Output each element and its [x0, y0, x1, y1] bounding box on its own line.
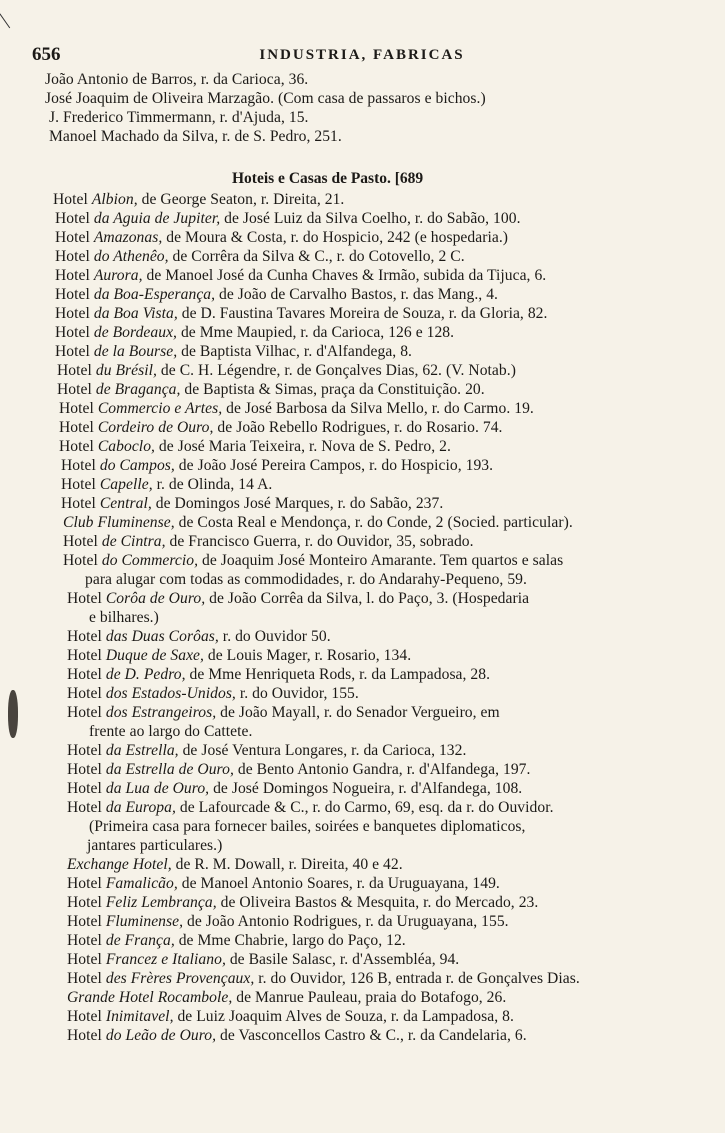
- entry-continuation: [45, 722, 675, 741]
- section-number: [689: [394, 170, 424, 187]
- hotel-entry: [45, 494, 675, 513]
- hotel-entry: [45, 513, 675, 532]
- hotel-name: de Bragança,: [95, 381, 181, 398]
- entry-prefix: Hotel: [55, 210, 94, 227]
- hotel-name: da Lua de Ouro,: [105, 780, 210, 797]
- ink-smudge: [8, 690, 18, 738]
- entry-details: de José Barbosa da Silva Mello, r. do Carmo. 19.: [222, 400, 534, 417]
- hotel-name: do Leão de Ouro,: [105, 1027, 217, 1044]
- hotel-name: Aurora,: [93, 267, 143, 284]
- entry-prefix: Hotel: [67, 970, 106, 987]
- entry-details: de Joaquim José Monteiro Amarante. Tem quartos e salas: [198, 552, 564, 569]
- entry-details: de Baptista Vilhac, r. d'Alfandega, 8.: [177, 343, 413, 360]
- entry-details: de João Antonio Rodrigues, r. da Uruguayana, 155.: [183, 913, 509, 930]
- entry-prefix: Hotel: [67, 685, 106, 702]
- entry-prefix: Hotel: [67, 951, 106, 968]
- hotel-entry: [45, 380, 675, 399]
- hotel-name: de França,: [105, 932, 175, 949]
- entry-continuation: [45, 817, 675, 836]
- hotel-entry: [45, 304, 675, 323]
- hotel-entry: [45, 760, 675, 779]
- hotel-entry: [45, 551, 675, 570]
- hotel-entry: [45, 798, 675, 817]
- entry-prefix: Hotel: [67, 1027, 106, 1044]
- hotel-name: da Estrella de Ouro,: [105, 761, 234, 778]
- hotel-name: Inimitavel,: [105, 1008, 174, 1025]
- hotel-name: Exchange Hotel,: [67, 856, 172, 873]
- entry-prefix: Hotel: [67, 647, 106, 664]
- hotel-entry: [45, 361, 675, 380]
- entry-continuation: [45, 608, 675, 627]
- hotel-name: Feliz Lembrança,: [105, 894, 217, 911]
- hotel-name: Caboclo,: [97, 438, 155, 455]
- entry-prefix: Hotel: [61, 457, 100, 474]
- entry-prefix: Hotel: [55, 324, 94, 341]
- hotel-entry: [45, 627, 675, 646]
- hotel-entry: [45, 703, 675, 722]
- page-header: [32, 44, 692, 70]
- entry-details: de José Maria Teixeira, r. Nova de S. Pedro, 2.: [154, 438, 451, 455]
- hotel-entry: [45, 969, 675, 988]
- entry-prefix: Hotel: [67, 780, 106, 797]
- entry-prefix: frente ao largo do Cattete.: [89, 723, 253, 740]
- entry-details: de Luiz Joaquim Alves de Souza, r. da Lampadosa, 8.: [173, 1008, 514, 1025]
- entry-prefix: Hotel: [67, 666, 106, 683]
- hotel-name: das Duas Corôas,: [105, 628, 219, 645]
- entry-prefix: Hotel: [67, 875, 106, 892]
- hotel-name: de Bordeaux,: [93, 324, 178, 341]
- entry-prefix: Hotel: [67, 894, 106, 911]
- entry-prefix: Hotel: [67, 590, 106, 607]
- hotel-entry: [45, 646, 675, 665]
- entry-details: r. de Olinda, 14 A.: [152, 476, 273, 493]
- entry-prefix: (Primeira casa para fornecer bailes, soirées e banquetes diplomaticos,: [89, 818, 526, 835]
- hotel-entry: [45, 418, 675, 437]
- hotel-entry: [45, 855, 675, 874]
- hotel-entry: [45, 190, 675, 209]
- hotel-name: Famalicão,: [105, 875, 178, 892]
- entry-details: de Costa Real e Mendonça, r. do Conde, 2 (Socied. particular).: [174, 514, 573, 531]
- entry-details: de George Seaton, r. Direita, 21.: [137, 191, 345, 208]
- hotel-entry: [45, 209, 675, 228]
- entry-prefix: Hotel: [59, 400, 98, 417]
- entry-prefix: Hotel: [59, 419, 98, 436]
- entry-prefix: Hotel: [57, 362, 96, 379]
- hotel-name: dos Estrangeiros,: [105, 704, 217, 721]
- entry-details: de Vasconcellos Castro & C., r. da Candelaria, 6.: [216, 1027, 527, 1044]
- hotel-entry: [45, 475, 675, 494]
- entry-details: de Oliveira Bastos & Mesquita, r. do Mercado, 23.: [216, 894, 539, 911]
- hotel-name: Capelle,: [99, 476, 153, 493]
- entry-prefix: Hotel: [67, 761, 106, 778]
- entry-details: de Basile Salasc, r. d'Assembléa, 94.: [225, 951, 460, 968]
- entry-details: de João Mayall, r. do Senador Vergueiro, em: [216, 704, 500, 721]
- entry-continuation: [45, 570, 675, 589]
- hotel-entry: [45, 665, 675, 684]
- intro-line: Manoel Machado da Silva, r. de S. Pedro, 251.: [49, 128, 342, 145]
- hotel-entry: [45, 342, 675, 361]
- hotel-name: do Athenêo,: [93, 248, 169, 265]
- entry-prefix: Hotel: [67, 932, 106, 949]
- entry-prefix: Hotel: [53, 191, 92, 208]
- entry-prefix: e bilhares.): [89, 609, 159, 626]
- entry-details: de Bento Antonio Gandra, r. d'Alfandega, 197.: [233, 761, 531, 778]
- hotel-entry: [45, 247, 675, 266]
- entry-prefix: jantares particulares.): [87, 837, 223, 854]
- hotel-entry: [45, 931, 675, 950]
- entry-prefix: Hotel: [61, 476, 100, 493]
- hotel-name: do Campos,: [99, 457, 175, 474]
- hotel-name: Francez e Italiano,: [105, 951, 226, 968]
- entry-prefix: Hotel: [61, 495, 100, 512]
- entry-details: de Mme Chabrie, largo do Paço, 12.: [174, 932, 406, 949]
- intro-line: José Joaquim de Oliveira Marzagão. (Com casa de passaros e bichos.): [45, 90, 486, 107]
- entry-details: de Manoel José da Cunha Chaves & Irmão, subida da Tijuca, 6.: [142, 267, 547, 284]
- entry-details: r. do Ouvidor, 155.: [235, 685, 359, 702]
- hotel-entry: [45, 228, 675, 247]
- entry-details: de D. Faustina Tavares Moreira de Souza, r. da Gloria, 82.: [177, 305, 548, 322]
- hotel-entry: [45, 589, 675, 608]
- hotel-entry: [45, 874, 675, 893]
- hotel-name: Club Fluminense,: [63, 514, 175, 531]
- hotel-name: Corôa de Ouro,: [105, 590, 206, 607]
- entry-prefix: Hotel: [67, 628, 106, 645]
- entry-details: r. do Ouvidor, 126 B, entrada r. de Gonçalves Dias.: [254, 970, 580, 987]
- hotel-name: Cordeiro de Ouro,: [97, 419, 214, 436]
- entry-prefix: Hotel: [67, 913, 106, 930]
- entry-details: de C. H. Légendre, r. de Gonçalves Dias, 62. (V. Notab.): [156, 362, 516, 379]
- hotel-name: Central,: [99, 495, 152, 512]
- hotel-entry: [45, 266, 675, 285]
- entry-details: de Corrêra da Silva & C., r. do Cotovello, 2 C.: [168, 248, 465, 265]
- hotel-entry: [45, 779, 675, 798]
- hotel-name: de la Bourse,: [93, 343, 178, 360]
- page-mark: [0, 10, 10, 29]
- hotel-name: de D. Pedro,: [105, 666, 186, 683]
- hotel-name: da Aguia de Jupiter,: [93, 210, 221, 227]
- hotel-entry: [45, 893, 675, 912]
- entry-prefix: Hotel: [55, 305, 94, 322]
- hotel-name: Fluminense,: [105, 913, 184, 930]
- entry-details: de Francisco Guerra, r. do Ouvidor, 35, sobrado.: [165, 533, 474, 550]
- entry-prefix: Hotel: [55, 248, 94, 265]
- intro-line: J. Frederico Timmermann, r. d'Ajuda, 15.: [49, 109, 309, 126]
- entry-details: de Mme Maupied, r. da Carioca, 126 e 128.: [177, 324, 455, 341]
- entry-prefix: Hotel: [55, 267, 94, 284]
- hotel-entry: [45, 684, 675, 703]
- entry-prefix: Hotel: [59, 438, 98, 455]
- hotel-entry: [45, 988, 675, 1007]
- hotel-entry: [45, 741, 675, 760]
- entry-prefix: Hotel: [67, 704, 106, 721]
- hotel-name: da Boa Vista,: [93, 305, 178, 322]
- entry-details: de João Corrêa da Silva, l. do Paço, 3. (Hospedaria: [205, 590, 530, 607]
- entry-details: de Lafourcade & C., r. do Carmo, 69, esq. da r. do Ouvidor.: [175, 799, 554, 816]
- hotel-name: de Cintra,: [101, 533, 166, 550]
- intro-list: [45, 70, 685, 146]
- hotel-name: Grande Hotel Rocambole,: [67, 989, 233, 1006]
- hotel-list: [45, 190, 675, 1045]
- entry-prefix: Hotel: [67, 799, 106, 816]
- hotel-name: da Estrella,: [105, 742, 179, 759]
- entry-details: de João de Carvalho Bastos, r. das Mang., 4.: [215, 286, 498, 303]
- entry-details: de José Luiz da Silva Coelho, r. do Sabão, 100.: [220, 210, 521, 227]
- entry-details: de Baptista & Simas, praça da Constituição. 20.: [180, 381, 485, 398]
- intro-line: João Antonio de Barros, r. da Carioca, 36.: [45, 71, 309, 88]
- section-title: [232, 170, 423, 188]
- running-head: INDUSTRIA, FABRICAS: [259, 47, 465, 63]
- section-title-text: Hoteis e Casas de Pasto.: [232, 170, 391, 187]
- hotel-entry: [45, 456, 675, 475]
- entry-prefix: Hotel: [67, 742, 106, 759]
- entry-details: de Domingos José Marques, r. do Sabão, 237.: [151, 495, 444, 512]
- hotel-name: Albion,: [91, 191, 138, 208]
- hotel-entry: [45, 912, 675, 931]
- hotel-name: do Commercio,: [101, 552, 199, 569]
- entry-details: de João José Pereira Campos, r. do Hospicio, 193.: [174, 457, 494, 474]
- entry-details: de R. M. Dowall, r. Direita, 40 e 42.: [171, 856, 403, 873]
- entry-details: de Moura & Costa, r. do Hospicio, 242 (e hospedaria.): [162, 229, 509, 246]
- entry-details: de João Rebello Rodrigues, r. do Rosario. 74.: [213, 419, 503, 436]
- hotel-name: Amazonas,: [93, 229, 163, 246]
- hotel-name: da Europa,: [105, 799, 176, 816]
- entry-details: de Manrue Pauleau, praia do Botafogo, 26.: [232, 989, 507, 1006]
- entry-details: de Mme Henriqueta Rods, r. da Lampadosa, 28.: [185, 666, 491, 683]
- hotel-name: Commercio e Artes,: [97, 400, 223, 417]
- hotel-entry: [45, 950, 675, 969]
- hotel-name: du Brésil,: [95, 362, 157, 379]
- hotel-entry: [45, 1007, 675, 1026]
- entry-prefix: Hotel: [55, 343, 94, 360]
- entry-prefix: Hotel: [55, 229, 94, 246]
- entry-prefix: Hotel: [63, 533, 102, 550]
- hotel-entry: [45, 323, 675, 342]
- entry-details: r. do Ouvidor 50.: [218, 628, 331, 645]
- page-number: 656: [32, 44, 61, 65]
- entry-prefix: Hotel: [67, 1008, 106, 1025]
- hotel-entry: [45, 532, 675, 551]
- hotel-entry: [45, 285, 675, 304]
- entry-prefix: Hotel: [57, 381, 96, 398]
- hotel-name: dos Estados-Unidos,: [105, 685, 236, 702]
- hotel-entry: [45, 437, 675, 456]
- hotel-name: Duque de Saxe,: [105, 647, 204, 664]
- hotel-entry: [45, 399, 675, 418]
- hotel-name: des Frères Provençaux,: [105, 970, 255, 987]
- entry-details: de José Domingos Nogueira, r. d'Alfandega, 108.: [209, 780, 523, 797]
- hotel-entry: [45, 1026, 675, 1045]
- hotel-name: da Boa-Esperança,: [93, 286, 216, 303]
- entry-prefix: Hotel: [55, 286, 94, 303]
- entry-details: de Manoel Antonio Soares, r. da Uruguayana, 149.: [177, 875, 500, 892]
- entry-prefix: para alugar com todas as commodidades, r. do Andarahy-Pequeno, 59.: [85, 571, 527, 588]
- entry-prefix: Hotel: [63, 552, 102, 569]
- entry-details: de José Ventura Longares, r. da Carioca, 132.: [178, 742, 467, 759]
- entry-continuation: [45, 836, 675, 855]
- entry-details: de Louis Mager, r. Rosario, 134.: [203, 647, 412, 664]
